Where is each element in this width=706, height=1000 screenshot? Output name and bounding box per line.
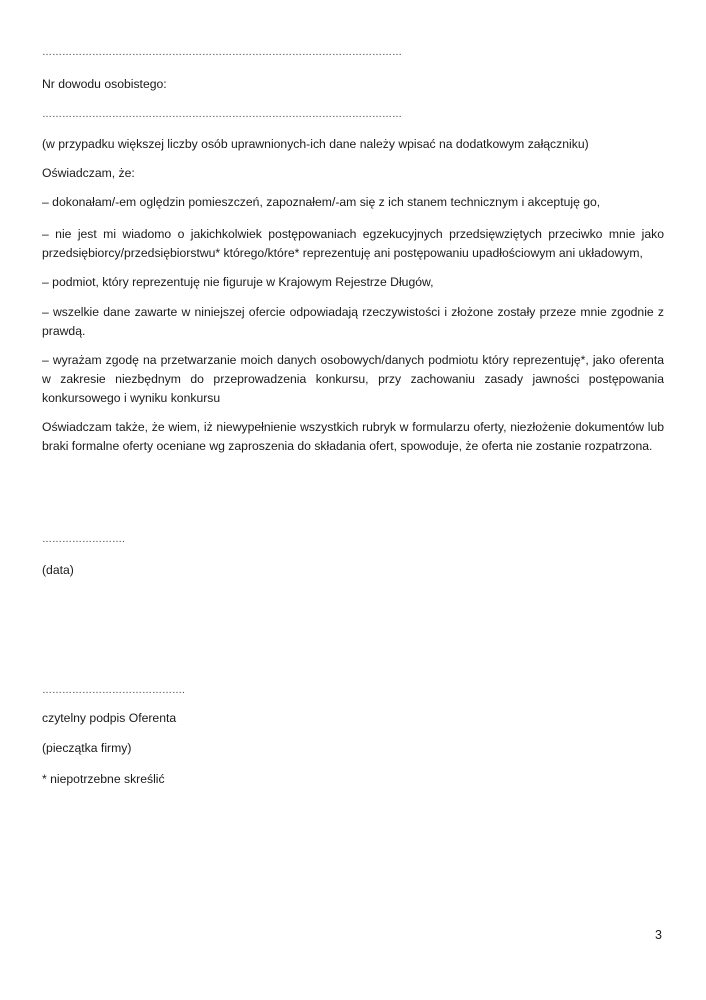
- fill-line-id-number: ………………………………………………………………………………………………: [42, 109, 402, 120]
- clause-truthfulness: – wszelkie dane zawarte w niniejszej ofercie odpowiadają rzeczywistości i złożone zostały przeze mnie zgodnie z prawdą.: [42, 305, 664, 338]
- clause-debt-register: – podmiot, który reprezentuję nie figuruje w Krajowym Rejestrze Długów,: [42, 275, 434, 289]
- page-number: 3: [655, 928, 662, 942]
- clause-data-consent: – wyrażam zgodę na przetwarzanie moich danych osobowych/danych podmiotu który reprezentuję*, jako oferenta w zakresie niezbędnym do przeprowadzenia konkursu, przy zachowaniu zasady jawności postępowania konkursowego i wyniku konkursu: [42, 353, 664, 405]
- note-additional-persons: (w przypadku większej liczby osób uprawnionych-ich dane należy wpisać na dodatkowym załączniku): [42, 137, 589, 151]
- declaration-also: Oświadczam także, że wiem, iż niewypełnienie wszystkich rubryk w formularzu oferty, niezłożenie dokumentów lub braki formalne oferty oceniane wg zaproszenia do składania ofert, spowoduje, że oferta nie zostanie rozpatrzona.: [42, 420, 664, 453]
- fill-line-signature: …………………………………….: [42, 685, 185, 696]
- clause-inspection: – dokonałam/-em oględzin pomieszczeń, zapoznałem/-am się z ich stanem technicznym i akceptuję go,: [42, 195, 601, 209]
- company-stamp-label: (pieczątka firmy): [42, 741, 132, 755]
- id-number-label: Nr dowodu osobistego:: [42, 77, 167, 91]
- declaration-intro: Oświadczam, że:: [42, 166, 135, 180]
- fill-line-date: …………………….: [42, 534, 125, 545]
- footnote: * niepotrzebne skreślić: [42, 772, 165, 786]
- date-label: (data): [42, 563, 74, 577]
- signature-label: czytelny podpis Oferenta: [42, 711, 177, 725]
- fill-line-top: ………………………………………………………………………………………………: [42, 47, 402, 58]
- clause-enforcement: – nie jest mi wiadomo o jakichkolwiek postępowaniach egzekucyjnych przedsięwziętych przeciwko mnie jako przedsiębiorcy/przedsiębiorstwu* którego/które* reprezentuję ani postępowaniu upadłościowym ani układowym,: [42, 227, 664, 260]
